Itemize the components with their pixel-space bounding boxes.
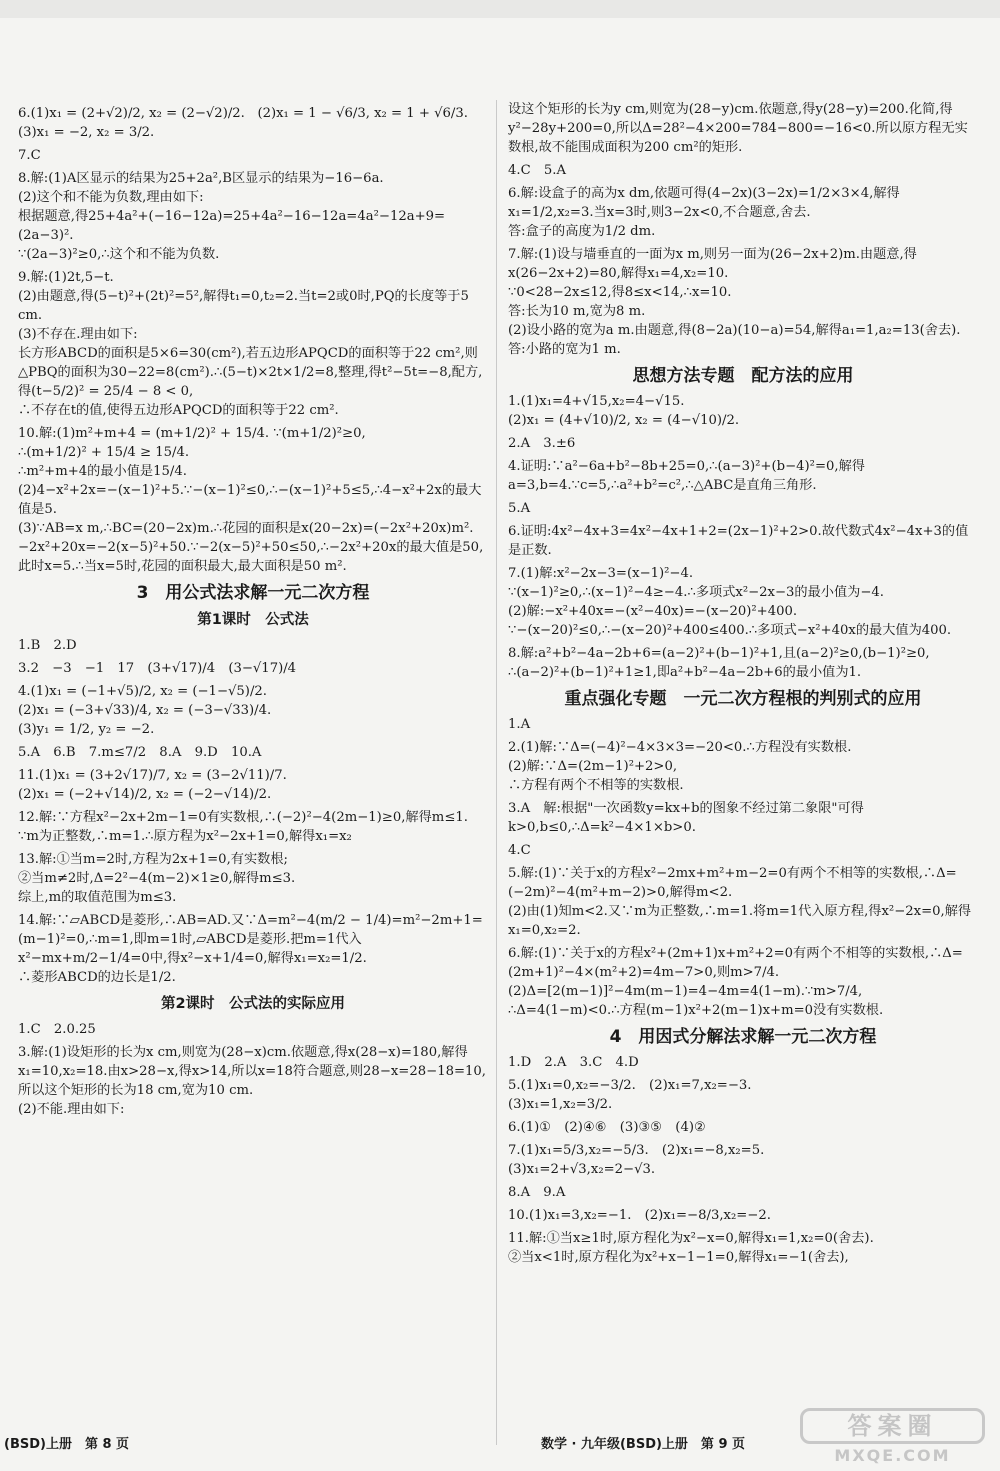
answer-line: 7.C — [18, 148, 41, 163]
answer-line: 4.C — [508, 843, 531, 858]
answer-line: 1.A — [508, 717, 531, 732]
answer-line: 设这个矩形的长为y cm,则宽为(28−y)cm.依题意,得y(28−y)=200.化简,得y²−28y+200=0,所以Δ=28²−4×200=784−800=−16<0.所以原方程无实数根,故不能围成面积为200 cm²的矩形. — [508, 102, 968, 155]
right-column — [508, 100, 978, 1267]
answer-line: ∵0<28−2x≤12,得8≤x<14,∴x=10. — [508, 285, 732, 300]
answer-line: (2)4−x²+2x=−(x−1)²+5.∵−(x−1)²≤0,∴−(x−1)²+5≤5,∴4−x²+2x的最大值是5. — [18, 483, 482, 517]
answer-line: (2)x₁ = (4+√10)/2, x₂ = (4−√10)/2. — [508, 413, 740, 428]
answer-line: ②当m≠2时,Δ=2²−4(m−2)×1≥0,解得m≤3. — [18, 871, 296, 886]
answer-line: 9.解:(1)2t,5−t. — [18, 270, 114, 285]
answer-line: 长方形ABCD的面积是5×6=30(cm²),若五边形APQCD的面积等于22 cm²,则△PBQ的面积为30−22=8(cm²).∴(5−t)×2t×1/2=8,整理,得t²−5t=−8,配方,得(t−5/2)² = 25/4 − 8 < 0, — [18, 346, 483, 399]
answer-line: (2)x₁ = (−2+√14)/2, x₂ = (−2−√14)/2. — [18, 787, 272, 802]
column-divider — [496, 100, 497, 1445]
answer-line: ∵m为正整数,∴m=1.∴原方程为x²−2x+1=0,解得x₁=x₂ — [18, 829, 352, 844]
watermark-badge: 答案圈 — [800, 1408, 985, 1444]
answer-line: ∵(2a−3)²≥0,∴这个和不能为负数. — [18, 247, 220, 262]
answer-line: 答:小路的宽为1 m. — [508, 342, 621, 357]
answer-line: ∵−(x−20)²≤0,∴−(x−20)²+400≤400.∴多项式−x²+40x的最大值为400. — [508, 623, 952, 638]
answer-line: 14.解:∵▱ABCD是菱形,∴AB=AD.又∵Δ=m²−4(m/2 − 1/4)=m²−2m+1=(m−1)²=0,∴m=1,即m=1时,▱ABCD是菱形.把m=1代入x²−mx+m/2−1/4=0中,得x²−x+1/4=0,解得x₁=x₂=1/2. — [18, 913, 483, 966]
answer-line: 10.(1)x₁=3,x₂=−1. (2)x₁=−8/3,x₂=−2. — [508, 1208, 771, 1223]
section-title-completing-square: 思想方法专题 配方法的应用 — [632, 366, 854, 386]
answer-line: 2.A 3.±6 — [508, 436, 576, 451]
answer-line: ∴(a−2)²+(b−1)²+1≥1,即a²+b²−4a−2b+6的最小值为1. — [508, 665, 862, 680]
answer-line: 3.A 解:根据"一次函数y=kx+b的图象不经过第二象限"可得k>0,b≤0,∴Δ=k²−4×1×b>0. — [508, 801, 864, 835]
answer-line: ∵(x−1)²≥0,∴(x−1)²−4≥−4.∴多项式x²−2x−3的最小值为−4. — [508, 585, 885, 600]
right-answers-a — [508, 100, 978, 359]
answer-line: 6.证明:4x²−4x+3=4x²−4x+1+2=(2x−1)²+2>0.故代数式4x²−4x+3的值是正数. — [508, 524, 969, 558]
right-answers-b — [508, 392, 978, 682]
answer-line: (2)解:−x²+40x=−(x²−40x)=−(x−20)²+400. — [508, 604, 798, 619]
answer-line: ②当x<1时,原方程化为x²+x−1−1=0,解得x₁=−1(舍去), — [508, 1250, 849, 1265]
answer-line: 7.(1)解:x²−2x−3=(x−1)²−4. — [508, 566, 694, 581]
section-title-discriminant: 重点强化专题 一元二次方程根的判别式的应用 — [564, 689, 922, 709]
answer-line: 5.解:(1)∵关于x的方程x²−2mx+m²+m−2=0有两个不相等的实数根,∴Δ=(−2m)²−4(m²+m−2)>0,解得m<2. — [508, 866, 957, 900]
answer-line: 10.解:(1)m²+m+4 = (m+1/2)² + 15/4. ∵(m+1/2)²≥0, — [18, 426, 366, 441]
right-answers-d — [508, 1053, 978, 1267]
left-answers-b — [18, 636, 488, 987]
answer-line: 12.解:∵方程x²−2x+2m−1=0有实数根,∴(−2)²−4(2m−1)≥0,解得m≤1. — [18, 810, 468, 825]
footer-page-8: (BSD)上册 第 8 页 — [4, 1437, 130, 1452]
answer-line: 4.C 5.A — [508, 163, 566, 178]
answer-line: (3)x₁=2+√3,x₂=2−√3. — [508, 1162, 656, 1177]
answer-line: (2)设小路的宽为a m.由题意,得(8−2a)(10−a)=54,解得a₁=1,a₂=13(舍去). — [508, 323, 961, 338]
lesson2-title: 第2课时 公式法的实际应用 — [160, 996, 346, 1012]
answer-line: 答:长为10 m,宽为8 m. — [508, 304, 646, 319]
answer-line: 6.(1)x₁ = (2+√2)/2, x₂ = (2−√2)/2. (2)x₁ = 1 − √6/3, x₂ = 1 + √6/3. — [18, 106, 468, 121]
answer-line: 1.C 2.0.25 — [18, 1022, 96, 1037]
answer-line: ∴Δ=4(1−m)<0.∴方程(m−1)x²+2(m−1)x+m=0没有实数根. — [508, 1003, 884, 1018]
answer-line: (3)y₁ = 1/2, y₂ = −2. — [18, 722, 155, 737]
answer-line: 3.2 −3 −1 17 (3+√17)/4 (3−√17)/4 — [18, 661, 297, 676]
answer-line: 11.解:①当x≥1时,原方程化为x²−x=0,解得x₁=1,x₂=0(舍去). — [508, 1231, 874, 1246]
answer-line: (2)由(1)知m<2.又∵m为正整数,∴m=1.将m=1代入原方程,得x²−2x=0,解得x₁=0,x₂=2. — [508, 904, 972, 938]
answer-line: 1.D 2.A 3.C 4.D — [508, 1055, 639, 1070]
answer-line: 8.A 9.A — [508, 1185, 566, 1200]
answer-line: (2)Δ=[2(m−1)]²−4m(m−1)=4−4m=4(1−m).∵m>7/4, — [508, 984, 863, 999]
page-top-edge — [0, 0, 1000, 18]
answer-line: 1.(1)x₁=4+√15,x₂=4−√15. — [508, 394, 685, 409]
answer-line: (2)解:∵Δ=(2m−1)²+2>0, — [508, 759, 678, 774]
section-title-factorization: 4 用因式分解法求解一元二次方程 — [609, 1027, 877, 1047]
answer-line: 7.解:(1)设与墙垂直的一面为x m,则另一面为(26−2x+2)m.由题意,得x(26−2x+2)=80,解得x₁=4,x₂=10. — [508, 247, 917, 281]
answer-line: 11.(1)x₁ = (3+2√17)/7, x₂ = (3−2√11)/7. — [18, 768, 287, 783]
answer-line: ∴(m+1/2)² + 15/4 ≥ 15/4. — [18, 445, 190, 460]
answer-line: 1.B 2.D — [18, 638, 77, 653]
answer-line: (3)x₁=1,x₂=3/2. — [508, 1097, 613, 1112]
answer-line: 8.解:(1)A区显示的结果为25+2a²,B区显示的结果为−16−6a. — [18, 171, 384, 186]
answer-line: 根据题意,得25+4a²+(−16−12a)=25+4a²−16−12a=4a²−12a+9=(2a−3)². — [18, 209, 446, 243]
answer-line: ∴不存在t的值,使得五边形APQCD的面积等于22 cm². — [18, 403, 339, 418]
answer-line: 6.解:(1)∵关于x的方程x²+(2m+1)x+m²+2=0有两个不相等的实数根,∴Δ=(2m+1)²−4×(m²+2)=4m−7>0,则m>7/4. — [508, 946, 963, 980]
answer-line: 4.(1)x₁ = (−1+√5)/2, x₂ = (−1−√5)/2. — [18, 684, 267, 699]
left-column — [18, 100, 488, 1119]
answer-line: 2.(1)解:∵Δ=(−4)²−4×3×3=−20<0.∴方程没有实数根. — [508, 740, 852, 755]
answer-line: (3)∵AB=x m,∴BC=(20−2x)m.∴花园的面积是x(20−2x)=(−2x²+20x)m².−2x²+20x=−2(x−5)²+50.∵−2(x−5)²+50≤50,∴−2x²+20x的最大值是50,此时x=5.∴当x=5时,花园的面积最大,最大面积是50 m². — [18, 521, 484, 574]
answer-line: ∴m²+m+4的最小值是15/4. — [18, 464, 187, 479]
answer-line: (2)x₁ = (−3+√33)/4, x₂ = (−3−√33)/4. — [18, 703, 272, 718]
answer-line: 3.解:(1)设矩形的长为x cm,则宽为(28−x)cm.依题意,得x(28−x)=180,解得x₁=10,x₂=18.由x>28−x,得x>14,所以x=18符合题意,则28−x=28−18=10,所以这个矩形的长为18 cm,宽为10 cm. — [18, 1045, 486, 1098]
answer-line: 6.(1)① (2)④⑥ (3)③⑤ (4)② — [508, 1120, 706, 1135]
answer-line: 8.解:a²+b²−4a−2b+6=(a−2)²+(b−1)²+1,且(a−2)²≥0,(b−1)²≥0, — [508, 646, 930, 661]
right-answers-c — [508, 715, 978, 1020]
answer-line: ∴菱形ABCD的边长是1/2. — [18, 970, 176, 985]
answer-line: 7.(1)x₁=5/3,x₂=−5/3. (2)x₁=−8,x₂=5. — [508, 1143, 765, 1158]
answer-line: 5.A 6.B 7.m≤7/2 8.A 9.D 10.A — [18, 745, 262, 760]
lesson1-title: 第1课时 公式法 — [197, 612, 309, 628]
answer-line: 5.(1)x₁=0,x₂=−3/2. (2)x₁=7,x₂=−3. — [508, 1078, 752, 1093]
answer-line: (2)这个和不能为负数,理由如下: — [18, 190, 204, 205]
left-answers-c — [18, 1020, 488, 1119]
answer-line: 综上,m的取值范围为m≤3. — [18, 890, 177, 905]
answer-line: (2)不能.理由如下: — [18, 1102, 125, 1117]
left-answers-a — [18, 104, 488, 576]
answer-line: (2)由题意,得(5−t)²+(2t)²=5²,解得t₁=0,t₂=2.当t=2或0时,PQ的长度等于5 cm. — [18, 289, 474, 323]
section-title-formula-method: 3 用公式法求解一元二次方程 — [136, 583, 370, 603]
watermark-url: MXQE.COM — [834, 1446, 951, 1465]
footer-page-9: 数学 · 九年级(BSD)上册 第 9 页 — [541, 1437, 746, 1452]
answer-line: 6.解:设盒子的高为x dm,依题可得(4−2x)(3−2x)=1/2×3×4,解得x₁=1/2,x₂=3.当x=3时,则3−2x<0,不合题意,舍去. — [508, 186, 900, 220]
answer-line: ∴方程有两个不相等的实数根. — [508, 778, 684, 793]
answer-line: 13.解:①当m=2时,方程为2x+1=0,有实数根; — [18, 852, 288, 867]
answer-line: 5.A — [508, 501, 531, 516]
watermark — [800, 1408, 985, 1464]
answer-line: 4.证明:∵a²−6a+b²−8b+25=0,∴(a−3)²+(b−4)²=0,解得a=3,b=4.∵c=5,∴a²+b²=c²,∴△ABC是直角三角形. — [508, 459, 865, 493]
answer-line: 答:盒子的高度为1/2 dm. — [508, 224, 656, 239]
answer-line: (3)不存在.理由如下: — [18, 327, 138, 342]
answer-line: (3)x₁ = −2, x₂ = 3/2. — [18, 125, 155, 140]
